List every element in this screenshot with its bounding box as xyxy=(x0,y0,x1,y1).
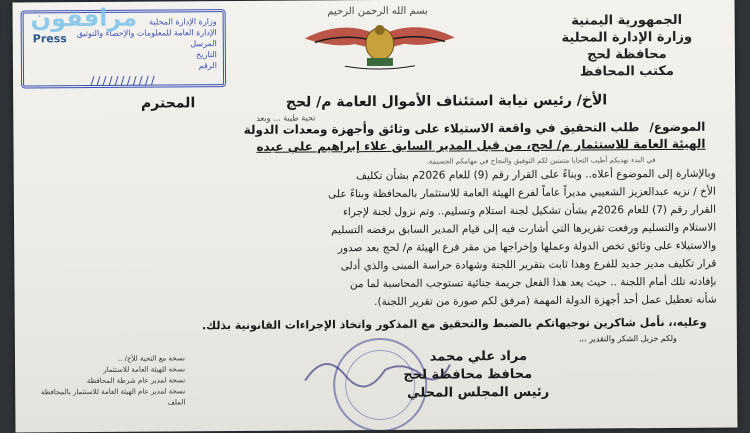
basmala: بسم الله الرحمن الرحيم xyxy=(327,5,428,18)
recipient-honorific: المحترم xyxy=(140,95,196,112)
cc-item: الملف xyxy=(167,398,186,407)
letterhead xyxy=(527,12,727,81)
stamp-line: وزارة الإدارة المحلية xyxy=(149,17,217,27)
body-line: قرار تكليف مدير جديد للفرع وهذا ثابت بتقرير اللجنة وشهادة حراسة المبنى والذي أدلى xyxy=(340,257,717,273)
letterhead-office: مكتب المحافظ xyxy=(579,63,675,80)
subject-line-2: الهيئة العامة للاستثمار م/ لحج، من قبل المدير السابق علاء إبراهيم علي عبده xyxy=(256,136,706,154)
signatory-title-2: رئيس المجلس المحلي xyxy=(407,384,550,401)
letterhead-governorate: محافظة لحج xyxy=(587,46,667,63)
recipient-line: الأخ/ رئيس نيابة استئناف الأموال العامة م/ لحج xyxy=(285,92,608,111)
subject-label: الموضوع/ xyxy=(649,119,706,135)
body-line: الأخ / نزيه عبدالعزيز الشعيبي مديراً عاماً لفرع الهيئة العامة للاستثمار بالمحافظة وبناءً على xyxy=(328,185,716,201)
greeting: تحية طيبة ... وبعد xyxy=(256,113,316,123)
letterhead-ministry: وزارة الإدارة المحلية xyxy=(561,29,693,46)
body-line: وبالإشارة إلى الموضوع أعلاه.. وبناءً على القرار رقم (9) للعام 2026م بشأن تكليف xyxy=(356,167,716,183)
stamp-line: التاريخ xyxy=(196,50,217,60)
stamp-line: الإدارة العامة للمعلومات والإحصاء والتوثيق xyxy=(76,28,217,39)
cc-item: نسخة للهيئة العامة للاستثمار xyxy=(103,365,186,374)
body-line: بإفادته تلك أمام اللجنة .. حيث يعد هذا الفعل جريمة جنائية تستوجب المحاسبة لما من xyxy=(349,275,717,291)
cc-item: نسخة مع التحية للأخ/ .. xyxy=(117,354,186,363)
body-line: شأنه تعطيل عمل أحد أجهزة الدولة المهمة (مرفق لكم صورة من تقرير اللجنة). xyxy=(374,293,717,309)
letterhead-country: الجمهورية اليمنية xyxy=(571,12,683,29)
document-page xyxy=(13,0,738,433)
stamp-line: الرقم xyxy=(198,61,217,71)
yemen-eagle-emblem-icon xyxy=(285,7,475,72)
body-line: الاستلام والتسليم ورفعت تقريرها التي أشارت فيه إلى قيام المدير السابق برفضه التسليم xyxy=(330,221,717,237)
stamp-scribble: /////////// xyxy=(90,73,157,88)
watermark-logo: مرافقون xyxy=(30,3,138,33)
closing-thanks: ولكم جزيل الشكر والتقدير ،،، xyxy=(578,333,677,344)
body-line: القرار رقم (7) للعام 2026م بشأن تشكيل لجنة استلام وتسليم.. وتم نزول لجنة لإجراء xyxy=(342,203,717,219)
stamp-line: المرسل xyxy=(190,39,217,49)
watermark-sub: Press xyxy=(32,32,67,46)
signatory-name: مراد علي محمد xyxy=(429,348,528,365)
subject-line-1: طلب التحقيق في واقعة الاستيلاء على وثائق وأجهزة ومعدات الدولة xyxy=(243,120,640,137)
cc-item: نسخة لمدير عام الهيئة العامة للاستثمار بالمحافظة xyxy=(40,387,186,397)
cc-list xyxy=(35,353,185,409)
signatory-title: محافظ محافظة لحج xyxy=(403,366,533,383)
intro-text: في البدء نهديكم أطيب التحايا متمنين لكم التوفيق والنجاح في مهامكم الجسيمة. xyxy=(426,156,656,166)
cc-item: نسخة لمدير عام شرطة المحافظة xyxy=(86,376,186,386)
body-line: والاستيلاء على وثائق تخص الدولة وعملها وإخراجها من مقر فرع الهيئة م/ لحج بعد صدور xyxy=(337,239,717,255)
closing-request: وعليه،، نأمل شاكرين توجيهاتكم بالضبط والتحقيق مع المذكور واتخاذ الإجراءات القانونية بذلك. xyxy=(201,315,707,333)
